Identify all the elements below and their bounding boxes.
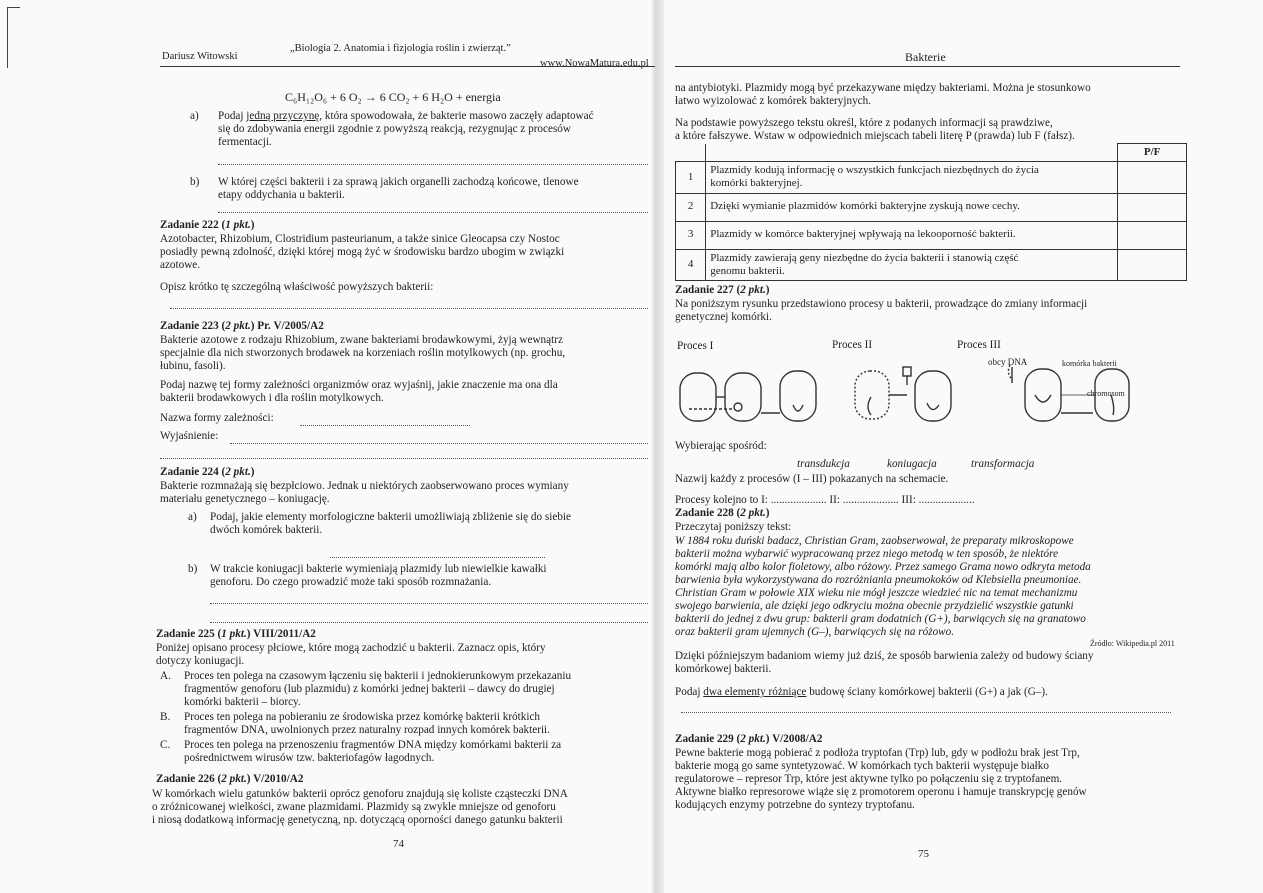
- z224-line1: Bakterie rozmnażają się bezpłciowo. Jednak u niektórych zaobserwowano proces wymiany: [160, 480, 569, 492]
- z224a-label: a): [188, 511, 197, 523]
- header-url: www.NowaMatura.edu.pl: [540, 58, 649, 69]
- z227-title-close: ): [765, 284, 770, 296]
- z228-quote-line7: bakterii do jednej z dwu grup: bakterii gram dodatnich (G+), barwiących się na granatowo: [675, 613, 1086, 625]
- z224-points: 2 pkt.: [225, 466, 251, 478]
- z223-title: [160, 320, 324, 333]
- z225-option-C-line2: pośrednictwem wirusów tzw. bakteriofagów łagodnych.: [184, 752, 435, 764]
- z225-points: 1 pkt.: [221, 628, 247, 640]
- process-1-label: Proces I: [677, 340, 714, 352]
- z228-line2: komórkowej bakterii.: [675, 663, 772, 675]
- z226-line3: i niosą dodatkową informację genetyczną, np. dotyczącą oporności danego gatunku bakterii: [152, 814, 563, 826]
- pf-row-number: 4: [676, 249, 706, 280]
- pf-row-text-line2: komórki bakteryjnej.: [710, 177, 803, 190]
- q221a-post: , która spowodowała, że bakterie masowo zaczęły adaptować: [319, 110, 594, 122]
- z222-line3: azotowe.: [160, 259, 201, 271]
- z222-question: Opisz krótko tę szczególną właściwość powyższych bakterii:: [160, 281, 434, 293]
- z222-points: 1 pkt.: [225, 219, 251, 231]
- pf-answer-cell[interactable]: [1118, 249, 1187, 280]
- answer-dots[interactable]: [160, 458, 648, 459]
- answer-dots[interactable]: [230, 443, 648, 444]
- z225-option-A-label[interactable]: A.: [160, 670, 171, 682]
- pf-row-3: [676, 221, 1187, 249]
- z226-line1: W komórkach wielu gatunków bakterii oprócz genoforu znajdują się koliste cząsteczki DNA: [152, 788, 568, 800]
- z225-title: [156, 628, 316, 641]
- scan-corner-mark: [7, 7, 20, 68]
- pf-header: P/F: [1118, 144, 1187, 162]
- z222-title-text: Zadanie 222 (: [160, 219, 226, 231]
- bacterium-cell: [1095, 369, 1129, 421]
- z225-title-close: ) VIII/2011/A2: [246, 628, 316, 640]
- z224-title-text: Zadanie 224 (: [160, 466, 226, 478]
- wybierajac-text: Wybierając spośród:: [675, 440, 767, 452]
- z229-line4: Aktywne białko represorowe wiąże się z promotorem operonu i hamuje transkrypcję genów: [675, 786, 1087, 798]
- pf-header-empty: [676, 144, 706, 162]
- pf-row-text-line1: Plazmidy zawierają geny niezbędne do życia bakterii i stanowią część: [710, 251, 1019, 264]
- z228-question-underlined: dwa elementy różniące: [703, 686, 807, 698]
- pf-answer-cell[interactable]: [1118, 221, 1187, 249]
- z226-line2: o zróżnicowanej wielkości, zwane plazmidami. Plazmidy są zwykle mniejsze od genoforu: [152, 801, 556, 813]
- z225-option-B-line2: fragmentów DNA, uwolnionych przez naturalny rozpad innych komórek bakterii.: [184, 724, 550, 736]
- z224a-line2: dwóch komórek bakterii.: [210, 524, 323, 536]
- z225-option-A-line1: Proces ten polega na czasowym łączeniu się bakterii i jednokierunkowym przekazaniu: [184, 670, 572, 682]
- pf-row-text-line2: genomu bakterii.: [710, 264, 785, 277]
- z228-title-text: Zadanie 228 (: [675, 507, 741, 519]
- bacterium-cell: [725, 373, 761, 421]
- pf-row-2: [676, 193, 1187, 221]
- z228-points: 2 pkt.: [740, 507, 766, 519]
- z222-line1: Azotobacter, Rhizobium, Clostridium pasteurianum, a także sinice Gleocapsa czy Nostoc: [160, 233, 560, 245]
- answer-dots[interactable]: [681, 712, 1171, 713]
- bacterium-cell: [1025, 369, 1061, 421]
- z228-quote-line2: bakterii można wybarwić wypracowaną przez niego metodą w ten sposób, że niektóre: [675, 548, 1059, 560]
- equation: C₆H₁₂O₆ + 6 O₂ → 6 CO₂ + 6 H₂O + energia: [285, 90, 501, 104]
- option-koniugacja: koniugacja: [887, 458, 937, 470]
- z227-line2: genetycznej komórki.: [675, 311, 772, 323]
- z226-title-text: Zadanie 226 (: [156, 773, 222, 785]
- z223-line1: Bakterie azotowe z rodzaju Rhizobium, zwane bakteriami brodawkowymi, żyją wewnątrz: [160, 334, 563, 346]
- z225-line1: Poniżej opisano procesy płciowe, które mogą zachodzić u bakterii. Zaznacz opis, który: [156, 642, 546, 654]
- q221b-line1: W której części bakterii i za sprawą jakich organelli zachodzą końcowe, tlenowe: [218, 176, 579, 188]
- z229-title-close: ) V/2008/A2: [765, 733, 823, 745]
- z228-question-pre: Podaj: [675, 686, 704, 698]
- z222-title-close: ): [250, 219, 255, 231]
- donor-cell: [855, 371, 889, 419]
- z224b-label: b): [188, 563, 198, 575]
- bacterium-cell: [915, 371, 951, 421]
- z225-line2: dotyczy koniugacji.: [156, 655, 245, 667]
- z228-quote-line3: komórki mają albo kolor fioletowy, albo różowy. Przez samego Grama nowo odkryta metoda: [675, 561, 1091, 573]
- z228-quote-line6: swojego barwienia, ale dzięki jego odkryciu można obecnie przydzielić wszystkie gatunki: [675, 600, 1074, 612]
- q221a-underlined: jedną przyczynę: [246, 110, 320, 122]
- answer-dots[interactable]: [218, 212, 648, 213]
- z223-line2: specjalnie dla nich stworzonych brodawek na korzeniach roślin motylkowych (np. grochu,: [160, 347, 566, 359]
- label-obcy-dna: obcy DNA: [988, 357, 1028, 367]
- pf-row-text: [706, 162, 1118, 193]
- chromosome-loop: [927, 403, 939, 410]
- q221b-line2: etapy oddychania u bakterii.: [218, 189, 345, 201]
- answer-dots[interactable]: [330, 557, 545, 558]
- cont-line2: łatwo wyizolować z komórek bakteryjnych.: [675, 95, 872, 107]
- z227-title-text: Zadanie 227 (: [675, 284, 741, 296]
- option-transformacja: transformacja: [971, 458, 1035, 470]
- chromosome-loop: [793, 405, 803, 411]
- chromosome-loop: [734, 403, 742, 411]
- label-komorka: komórka bakterii: [1062, 359, 1117, 368]
- z229-points: 2 pkt.: [740, 733, 766, 745]
- pf-row-number: 3: [676, 221, 706, 249]
- z228-question-post: budowę ściany komórkowej bakterii (G+) a jak (G–).: [806, 686, 1048, 698]
- header-title-right: Bakterie: [905, 50, 946, 64]
- pf-row-4: [676, 249, 1187, 280]
- z224-title: [160, 466, 255, 479]
- header-rule: [160, 66, 655, 67]
- z224b-line1: W trakcie koniugacji bakterie wymieniają plazmidy lub niewielkie kawałki: [210, 563, 547, 575]
- bacterium-cell: [780, 371, 816, 421]
- z228-quote-line4: barwienia była wykorzystywana do rozróżniania pneumokoków od Klebsiella pneumoniae.: [675, 574, 1082, 586]
- pf-row-text: Dzięki wymianie plazmidów komórki bakteryjne zyskują nowe cechy.: [706, 193, 1118, 221]
- z222-line2: posiadły pewną zdolność, dzięki której mogą żyć w środowisku bardzo ubogim w związki: [160, 246, 565, 258]
- q221a-label: a): [190, 110, 199, 122]
- label-chromosom: chromosom: [1087, 389, 1125, 398]
- z228-intro: Przeczytaj poniższy tekst:: [675, 521, 792, 533]
- pf-row-number: 2: [676, 193, 706, 221]
- procesy-kolejno[interactable]: Procesy kolejno to I: .................... II: .................... III: ....................: [675, 494, 975, 506]
- z226-title: [156, 773, 303, 786]
- instr-line2: a które fałszywe. Wstaw w odpowiednich miejscach tabeli literę P (prawda) lub F (fałsz).: [675, 130, 1075, 142]
- processes-diagram: [675, 355, 1180, 430]
- z225-option-C-line1: Proces ten polega na przenoszeniu fragmentów DNA między komórkami bakterii za: [184, 739, 562, 751]
- page-number-left: 74: [393, 838, 404, 850]
- pf-answer-cell[interactable]: [1118, 193, 1187, 221]
- z224a-line1: Podaj, jakie elementy morfologiczne bakterii umożliwiają zbliżenie się do siebie: [210, 511, 571, 523]
- q221a-pre: Podaj: [218, 110, 247, 122]
- page-number-right: 75: [918, 848, 929, 860]
- pf-header-empty: [706, 144, 1118, 162]
- chromosome-loop: [868, 397, 871, 415]
- pf-row-1: [676, 162, 1187, 193]
- z222-title: [160, 219, 255, 232]
- z223-title-close: ) Pr. V/2005/A2: [250, 320, 324, 332]
- cont-line1: na antybiotyki. Plazmidy mogą być przekazywane między bakteriami. Można je stosunkowo: [675, 82, 1091, 94]
- z225-option-A-line3: komórki bakterii – biorcy.: [184, 696, 301, 708]
- z226-title-close: ) V/2010/A2: [246, 773, 304, 785]
- z228-quote-line5: Christian Gram w połowie XIX wieku nie mógł jeszcze wiedzieć nic na temat mechanizmu: [675, 587, 1078, 599]
- process-3-label: Proces III: [957, 339, 1001, 351]
- z228-title-close: ): [765, 507, 770, 519]
- answer-dots[interactable]: [210, 622, 648, 623]
- z229-title-text: Zadanie 229 (: [675, 733, 741, 745]
- chromosome-loop: [1111, 395, 1114, 415]
- z225-option-C-label[interactable]: C.: [160, 739, 171, 751]
- z229-line3: regulatorowe – represor Trp, które jest aktywne tylko po połączeniu się z tryptofanem.: [675, 773, 1063, 785]
- answer-dots[interactable]: [210, 603, 648, 604]
- z229-title: [675, 733, 822, 746]
- z225-title-text: Zadanie 225 (: [156, 628, 222, 640]
- z227-line1: Na poniższym rysunku przedstawiono procesy u bakterii, prowadzące do zmiany informacji: [675, 298, 1088, 310]
- z224b-line2: genoforu. Do czego prowadzić może taki sposób rozmnażania.: [210, 576, 492, 588]
- phage-head: [903, 367, 911, 376]
- pf-row-number: 1: [676, 162, 706, 193]
- z225-option-B-line1: Proces ten polega na pobieraniu ze środowiska przez komórkę bakterii krótkich: [184, 711, 541, 723]
- pf-row-text-line1: Plazmidy kodują informację o wszystkich funkcjach niezbędnych do życia: [710, 164, 1039, 177]
- page-left: [150, 0, 655, 893]
- z228-quote-line1: W 1884 roku duński badacz, Christian Gram, zaobserwował, że preparaty mikroskopowe: [675, 535, 1074, 547]
- pf-table: [675, 143, 1187, 281]
- pf-row-text: [706, 249, 1118, 280]
- chromosome-loop: [1035, 395, 1051, 402]
- q221a-line3: fermentacji.: [218, 136, 272, 148]
- pf-row-text: Plazmidy w komórce bakteryjnej wpływają na lekooporność bakterii.: [706, 221, 1118, 249]
- z228-title: [675, 507, 770, 520]
- z225-option-B-label[interactable]: B.: [160, 711, 171, 723]
- z223-line4: Podaj nazwę tej formy zależności organizmów oraz wyjaśnij, jakie znaczenie ma ona dla: [160, 379, 558, 391]
- z227-title: [675, 284, 770, 297]
- q221b-label: b): [190, 176, 200, 188]
- page-right: [675, 0, 1187, 893]
- z228-quote-line8: oraz bakterii gram ujemnych (G–), barwiących się na różowo.: [675, 626, 955, 638]
- answer-dots[interactable]: [300, 425, 470, 426]
- header-title: „Biologia 2. Anatomia i fizjologia roślin i zwierząt.”: [290, 43, 511, 54]
- q221a-line1: [218, 110, 594, 123]
- z223-line3: łubinu, fasoli).: [160, 360, 226, 372]
- z229-line5: kodujących enzymy potrzebne do syntezy tryptofanu.: [675, 799, 915, 811]
- bacterium-cell: [680, 373, 716, 421]
- z225-option-A-line2: fragmentów genoforu (lub plazmidu) z komórki jednej bakterii – dawcy do drugiej: [184, 683, 555, 695]
- z223-nazwa-label: Nazwa formy zależności:: [160, 412, 274, 424]
- z223-title-text: Zadanie 223 (: [160, 320, 226, 332]
- q221a-line2: się do zdobywania energii zgodnie z powyższą reakcją, rezygnując z procesów: [218, 123, 571, 135]
- pf-table-header-row: [676, 144, 1187, 162]
- header-rule-right: [675, 66, 1180, 67]
- z223-wyjasnienie-label: Wyjaśnienie:: [160, 430, 219, 442]
- answer-dots[interactable]: [218, 164, 648, 165]
- instr-line1: Na podstawie powyższego tekstu określ, które z podanych informacji są prawdziwe,: [675, 117, 1053, 129]
- process-2-label: Proces II: [832, 339, 873, 351]
- z223-points: 2 pkt.: [225, 320, 251, 332]
- answer-dots[interactable]: [170, 308, 648, 309]
- z224-title-close: ): [250, 466, 255, 478]
- z228-source: Źródło: Wikipedia.pl 2011: [1090, 639, 1175, 648]
- nazwij-text: Nazwij każdy z procesów (I – III) pokazanych na schemacie.: [675, 473, 949, 485]
- z229-line1: Pewne bakterie mogą pobierać z podłoża tryptofan (Trp) lub, gdy w podłożu brak jest Trp,: [675, 747, 1080, 759]
- header-author: Dariusz Witowski: [162, 51, 238, 62]
- z223-line5: bakterii brodawkowych i dla roślin motylkowych.: [160, 392, 384, 404]
- option-transdukcja: transdukcja: [797, 458, 850, 470]
- pf-answer-cell[interactable]: [1118, 162, 1187, 193]
- z226-points: 2 pkt.: [221, 773, 247, 785]
- z229-line2: bakterie mogą go same syntetyzować. W komórkach tych bakterii występuje białko: [675, 760, 1049, 772]
- z228-question: [675, 686, 1048, 699]
- z227-points: 2 pkt.: [740, 284, 766, 296]
- z224-line2: materiału genetycznego – koniugację.: [160, 493, 330, 505]
- z228-line1: Dzięki późniejszym badaniom wiemy już dziś, że sposób barwienia zależy od budowy ściany: [675, 650, 1094, 662]
